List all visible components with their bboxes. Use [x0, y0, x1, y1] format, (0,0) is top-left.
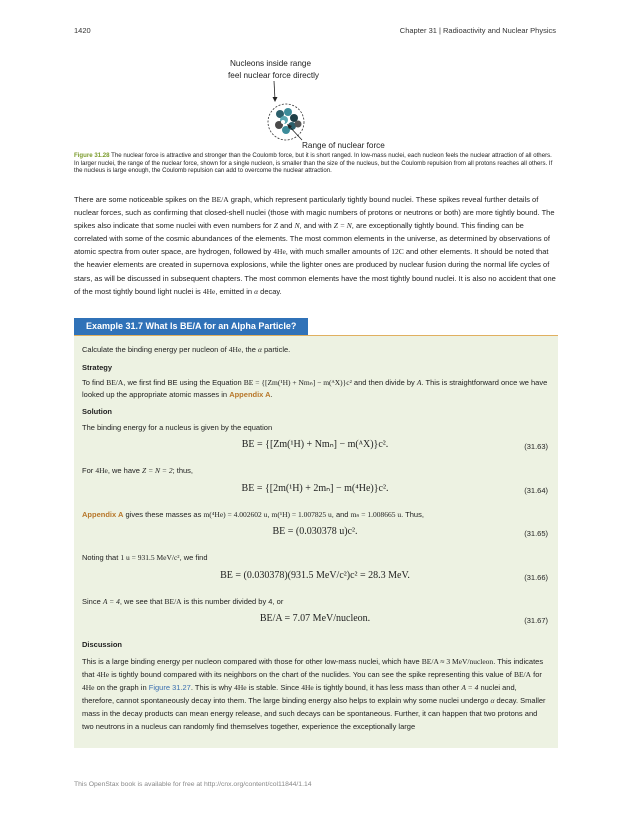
- solution-heading: Solution: [82, 407, 112, 416]
- example-eq66-num: (31.66): [524, 572, 548, 582]
- intro-p6: and other elements. It should be noted that the heavier elements are created in supernova explosions, while the lighter ones are produced by nuclear fusion during the normal life cycles of stars, as will be discussed in subsequent chapters. The most common elements have the most tightly bound nuclei. It is also no accident that one of the most tightly bound light nuclei is: [74, 247, 556, 296]
- example-disc-9: nuclei and, therefore, cannot spontaneously decay into them. The large binding energy also helps to explain why some nuclei undergo: [82, 682, 517, 705]
- equation-31-64: [82, 483, 548, 503]
- example-mass2: m(¹H) = 1.007825 u: [271, 509, 332, 519]
- example-mass3: mₙ = 1.008665 u: [350, 509, 402, 519]
- example-strategy-4: . This is straightforward once we have looked up the appropriate atomic masses in: [82, 378, 548, 399]
- strategy-text: To find BE/A, we first find BE using the Equation BE = {[Zm(¹H) + Nmₙ] − m(ᴬX)}c² and then divide by A. This is straightforward once we have looked up the appropriate atomic masses in Appendix A.: [82, 378, 548, 399]
- example-strategy-m1: BE/A: [106, 378, 124, 387]
- example-for-3: ; thus,: [172, 466, 194, 475]
- example-eq64-num: (31.64): [524, 485, 548, 495]
- intro-c12: 12C: [391, 247, 404, 257]
- footer-text: This OpenStax book is available for free at http://cnx.org/content/col11844/1.14: [74, 781, 312, 788]
- discussion-heading: Discussion: [82, 640, 123, 649]
- example-and2: , and: [331, 509, 349, 519]
- example-eq63: BE = {[Zm(¹H) + Nmₙ] − m(ᴬX)}c².: [241, 439, 389, 450]
- chapter-title: Chapter 31 | Radioactivity and Nuclear Physics: [399, 26, 556, 35]
- intro-p1-math: BE/A: [211, 195, 229, 204]
- equation-31-66: [82, 570, 548, 590]
- noting-line: [82, 552, 548, 564]
- example-disc-8: is tightly bound, it has less mass than other: [315, 682, 460, 692]
- label-top-line2: feel nuclear force directly: [228, 71, 320, 80]
- example-calc-mid: , the: [241, 345, 256, 354]
- calc-line: [82, 344, 548, 356]
- example-disc-10: decay. Smaller mass in the decay products can mean energy release, and such decays can be spontaneous. Further, it can happen that two protons and two neutrons in a nucleus can randomly find themselves together, experience the exceptionally large: [82, 695, 546, 731]
- example-app-gives: gives these masses as: [125, 509, 202, 519]
- example-disc-alpha: α: [490, 695, 495, 705]
- arrow-top-head: [273, 97, 278, 102]
- example-strategy-eq: BE = {[Zm(¹H) + Nmₙ] − m(ᴬX)}c²: [243, 378, 352, 387]
- example-disc-2: . This indicates that: [82, 656, 544, 679]
- example-disc-m3: A = 4: [461, 682, 479, 692]
- example-disc-4: for: [533, 669, 542, 679]
- appendix-a-link[interactable]: Appendix A: [229, 389, 271, 399]
- example-eq67-num: (31.67): [524, 616, 548, 625]
- example-strategy-2: , we first find BE using the Equation: [123, 378, 242, 387]
- example-eq65-num: (31.65): [524, 529, 548, 538]
- equation-31-63: [82, 439, 548, 459]
- example-disc-6: . This is why: [190, 682, 232, 692]
- example-disc-he4: 4He: [301, 682, 314, 692]
- example-disc-7: is stable. Since: [248, 682, 300, 692]
- caption-label: Figure 31.28: [74, 152, 110, 159]
- example-disc-he3: 4He: [234, 682, 247, 692]
- example-calc-end: particle.: [264, 345, 291, 354]
- example-disc-m1: BE/A ≈ 3 MeV/nucleon: [421, 656, 494, 666]
- nucleus-diagram: [220, 56, 420, 156]
- example-disc-5: on the graph in: [96, 682, 147, 692]
- intro-he4b: 4He: [202, 286, 216, 296]
- example-noting-1: Noting that: [82, 553, 119, 562]
- example-disc-he: 4He: [96, 669, 110, 679]
- intro-m-ZN: Z = N: [333, 221, 352, 231]
- example-eq65: BE = (0.030378 u)c².: [272, 526, 358, 537]
- example-eq67: BE/A = 7.07 MeV/nucleon.: [259, 613, 371, 624]
- masses-line: Appendix A gives these masses as m(⁴He) = 4.002602 u, m(¹H) = 1.007825 u, and mₙ = 1.008665 u. Thus,: [82, 509, 424, 519]
- example-title: Example 31.7 What Is BE/A for an Alpha Particle?: [74, 318, 308, 335]
- equation-31-65: [82, 526, 548, 546]
- intro-p8: decay.: [260, 286, 282, 296]
- example-since-m: A = 4: [102, 596, 120, 606]
- strategy-heading: Strategy: [82, 362, 113, 372]
- nuclear-force-figure: [220, 56, 420, 156]
- label-bottom: Range of nuclear force: [302, 141, 385, 150]
- intro-p4: , are exceptionally tightly bound. This finding can be correlated with some of the cosmic abundances of the elements. The most common elements in the universe, as determined by observations of atomic spectra from outer space, are hydrogen, followed by: [74, 221, 550, 257]
- example-calc-alpha: α: [257, 345, 262, 354]
- example-since-3: is this number divided by 4, or: [183, 596, 284, 606]
- example-since-m2: BE/A: [164, 596, 182, 606]
- example-body: [82, 344, 548, 739]
- intro-paragraph: [74, 193, 558, 298]
- figure-31-27-link[interactable]: Figure 31.27: [148, 682, 191, 692]
- intro-and1: and: [279, 221, 293, 231]
- intro-p1: There are some noticeable spikes on the: [74, 195, 210, 204]
- example-since-1: Since: [82, 596, 101, 606]
- figure-caption: [74, 152, 558, 175]
- example-disc-1: This is a large binding energy per nucleon compared with those for other low-mass nuclei, which have: [82, 656, 420, 666]
- example-for-1: For: [82, 466, 94, 475]
- solution-intro: The binding energy for a nucleus is given by the equation: [82, 422, 273, 432]
- discussion-text: [82, 655, 548, 733]
- example-eq64: BE = {[2m(¹H) + 2mₙ] − m(⁴He)}c².: [241, 482, 389, 494]
- example-mass1: m(⁴He) = 4.002602 u: [203, 509, 268, 519]
- example-disc-m2: BE/A: [513, 669, 532, 679]
- example-noting-2: , we find: [179, 553, 208, 562]
- example-for-m: Z = N = 2: [142, 466, 173, 475]
- example-calc-intro: Calculate the binding energy per nucleon of: [82, 345, 227, 354]
- intro-p3: , and with: [299, 221, 332, 231]
- example-strategy-1: To find: [82, 378, 105, 387]
- example-thus: . Thus,: [401, 509, 424, 519]
- example-for-2: , we have: [107, 466, 140, 475]
- intro-p5: , with much smaller amounts of: [285, 247, 390, 257]
- intro-p7: , emitted in: [215, 286, 253, 296]
- page-number: 1420: [74, 26, 91, 35]
- label-top-line1: Nucleons inside range: [230, 59, 312, 68]
- example-strategy-m2: A: [416, 378, 422, 387]
- example-eq63-num: (31.63): [524, 442, 548, 451]
- example-disc-3: is tightly bound compared with its neighbors on the chart of the nuclides. You can see the spike representing this value of: [111, 669, 512, 679]
- caption-text: The nuclear force is attractive and stronger than the Coulomb force, but it is short ranged. In low-mass nuclei, each nucleon feels the nuclear attraction of all others. In larger nuclei, the range of the nuclear force, shown for a single nucleon, is smaller than the size of the nucleus, but the Coulomb repulsion from all protons reaches all others. If the nucleus is large enough, the Coulomb repulsion can add to overcome the nuclear attraction.: [74, 152, 553, 175]
- example-disc-he2: 4He: [82, 682, 95, 692]
- example-calc-he: 4He: [228, 345, 242, 354]
- intro-alpha: α: [254, 286, 259, 296]
- example-eq66: BE = (0.030378)(931.5 MeV/c²)c² = 28.3 MeV.: [220, 569, 410, 581]
- example-strategy-3: and then divide by: [353, 378, 415, 387]
- equation-31-67: [82, 613, 548, 633]
- example-noting-m: 1 u = 931.5 MeV/c²: [120, 553, 180, 562]
- intro-m-N: N: [294, 221, 300, 231]
- example-for-he: 4He: [95, 466, 108, 475]
- example-since-2: , we see that: [119, 596, 163, 606]
- for-he-line: [82, 465, 548, 477]
- appendix-a-link-2[interactable]: Appendix A: [82, 509, 124, 519]
- intro-he4: 4He: [273, 247, 286, 257]
- intro-p2: graph, which represent particularly tightly bound nuclei. These spikes reveal further details of nuclear forces, such as confirming that closed-shell nuclei (those with magic numbers of protons or neutrons or both) are more tightly bound. The spikes also indicate that some nuclei with even numbers for: [74, 195, 555, 231]
- since-line: [82, 596, 548, 608]
- intro-m-Z: Z: [273, 221, 278, 231]
